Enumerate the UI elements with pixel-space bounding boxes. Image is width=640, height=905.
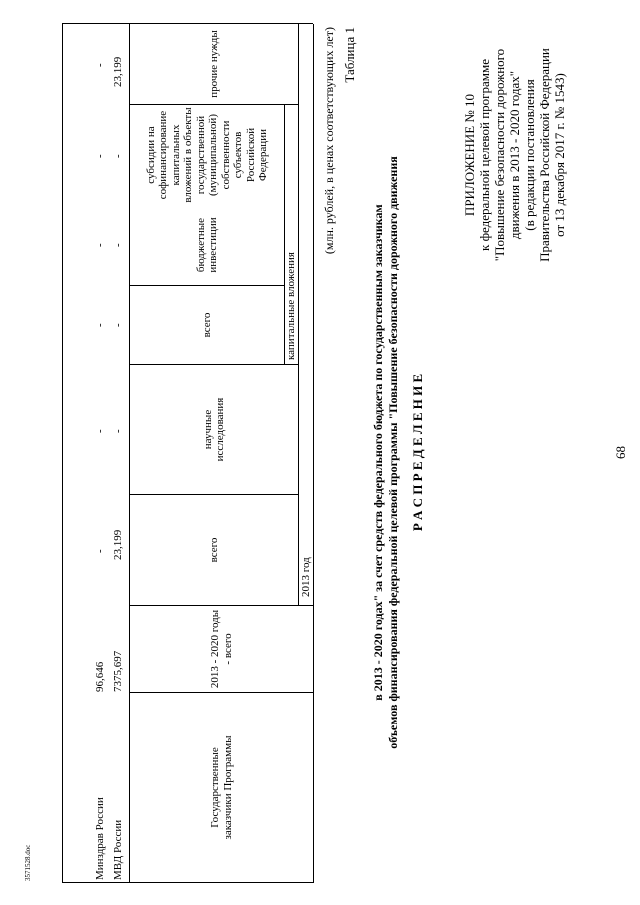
appendix-line: Правительства Российской Федерации — [537, 48, 552, 262]
appendix-line: ПРИЛОЖЕНИЕ № 10 — [462, 93, 477, 217]
row-total: - — [94, 549, 106, 553]
document-title-line-1: объемов финансирования федеральной целевой программы "Повышение безопасности дорожного движения — [386, 156, 400, 749]
header-other: прочие нужды — [207, 30, 220, 98]
row-other: - — [94, 63, 106, 67]
row-budget-investments: - — [112, 243, 124, 247]
appendix-block — [462, 25, 567, 285]
page-number: 68 — [613, 446, 628, 459]
row-research: - — [94, 429, 106, 433]
row-research: - — [112, 429, 124, 433]
document-heading: Р А С П Р Е Д Е Л Е Н И Е — [410, 373, 425, 532]
header-subsidies: субсидии на софинансирование капитальных вложений в объекты государственной (муниципальной) собственности субъектов Российской Федерации — [144, 107, 269, 203]
appendix-line: движения в 2013 - 2020 годах" — [507, 70, 522, 240]
header-capital: капитальные вложения — [285, 252, 298, 360]
appendix-line: (в редакции постановления — [522, 79, 537, 231]
header-budget-investments: бюджетные инвестиции — [194, 217, 219, 273]
appendix-line: к федеральной целевой программе — [477, 59, 492, 251]
document-title-line-2: в 2013 - 2020 годах" за счет средств федерального бюджета по государственным заказчикам — [371, 204, 385, 701]
header-capital-total: всего — [200, 312, 213, 338]
header-total: всего — [207, 537, 220, 563]
row-capital-total: - — [94, 323, 106, 327]
row-subsidies: - — [94, 154, 106, 158]
footer-doc-id: 3571528.doc — [24, 844, 32, 881]
row-capital-total: - — [112, 323, 124, 327]
row-other: 23,199 — [112, 56, 124, 87]
row-budget-investments: - — [94, 243, 106, 247]
header-year: 2013 год — [299, 557, 312, 597]
table-label: Таблица 1 — [342, 27, 357, 83]
units-note: (млн. рублей, в ценах соответствующих лет) — [322, 27, 336, 255]
row-subsidies: - — [112, 154, 124, 158]
appendix-line: "Повышение безопасности дорожного — [492, 48, 507, 262]
row-name: МВД России — [112, 819, 124, 880]
appendix-line: от 13 декабря 2017 г. № 1543) — [552, 73, 567, 237]
row-total-years: 7375,697 — [112, 650, 124, 692]
row-total: 23,199 — [112, 529, 124, 560]
header-total-years: 2013 - 2020 годы - всего — [209, 609, 234, 689]
row-name: Минздрав России — [94, 797, 106, 880]
row-total-years: 96,646 — [94, 661, 106, 692]
header-customers: Государственные заказчики Программы — [209, 735, 234, 840]
header-research: научные исследования — [201, 397, 226, 462]
